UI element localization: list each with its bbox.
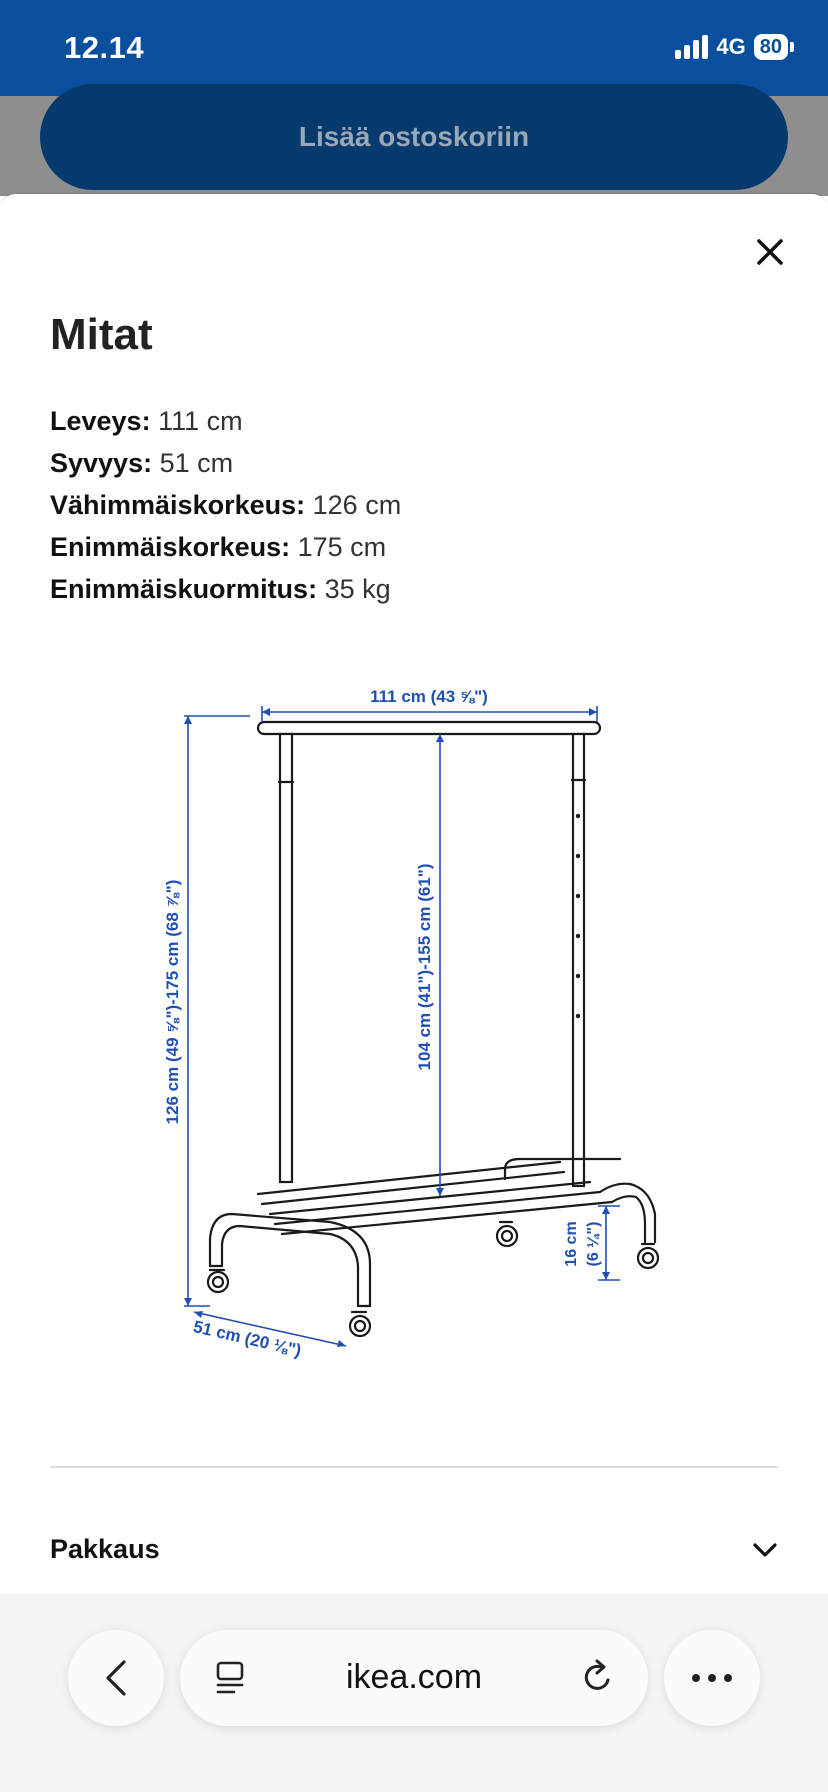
dimension-diagram [150,654,780,1374]
more-icon [690,1673,734,1683]
spec-value: 51 cm [159,448,234,478]
section-divider [50,1466,778,1468]
shelf-height-label-line1: 16 cm [563,1221,580,1267]
status-time: 12.14 [64,30,145,65]
close-button[interactable] [748,230,792,274]
spec-value: 175 cm [297,532,387,562]
spec-label: Syvyys: [50,448,153,478]
more-button[interactable] [664,1630,760,1726]
spec-min-height [50,484,401,526]
spec-label: Enimmäiskorkeus: [50,532,291,562]
spec-value: 126 cm [312,490,402,520]
spec-label: Vähimmäiskorkeus: [50,490,306,520]
dimensions-sheet [0,194,828,1594]
status-indicators [675,34,794,60]
browser-toolbar [0,1594,828,1792]
back-button[interactable] [68,1630,164,1726]
packaging-section-toggle[interactable] [50,1534,778,1565]
spec-max-height [50,526,401,568]
status-bar [0,0,828,96]
chevron-down-icon [752,1542,778,1558]
reload-icon[interactable] [578,1658,616,1698]
battery-icon: 80 [754,34,788,60]
network-type: 4G [716,34,746,59]
width-dimension-label: 111 cm (43 ⅝") [370,687,488,706]
spec-width [50,400,401,442]
shelf-height-label-line2: (6 ¼") [585,1221,602,1267]
spec-depth [50,442,401,484]
spec-label: Leveys: [50,406,151,436]
depth-dimension-label: 51 cm (20 ⅛") [191,1316,304,1361]
sheet-title: Mitat [50,310,153,359]
spec-label: Enimmäiskuormitus: [50,574,318,604]
battery-nub [790,42,794,52]
close-icon [756,238,784,266]
spec-value: 111 cm [158,406,243,436]
spec-list [50,400,401,610]
spec-value: 35 kg [324,574,391,604]
inner-height-dimension-label: 104 cm (41")-155 cm (61") [415,863,434,1071]
address-bar[interactable] [180,1630,648,1726]
signal-icon [675,35,708,59]
back-icon [102,1658,130,1698]
url-text: ikea.com [345,1658,483,1696]
spec-max-load [50,568,401,610]
add-to-cart-button: Lisää ostoskoriin [40,84,788,190]
total-height-dimension-label: 126 cm (49 ⅝")-175 cm (68 ⅞") [163,879,182,1125]
packaging-section-label: Pakkaus [50,1534,160,1564]
